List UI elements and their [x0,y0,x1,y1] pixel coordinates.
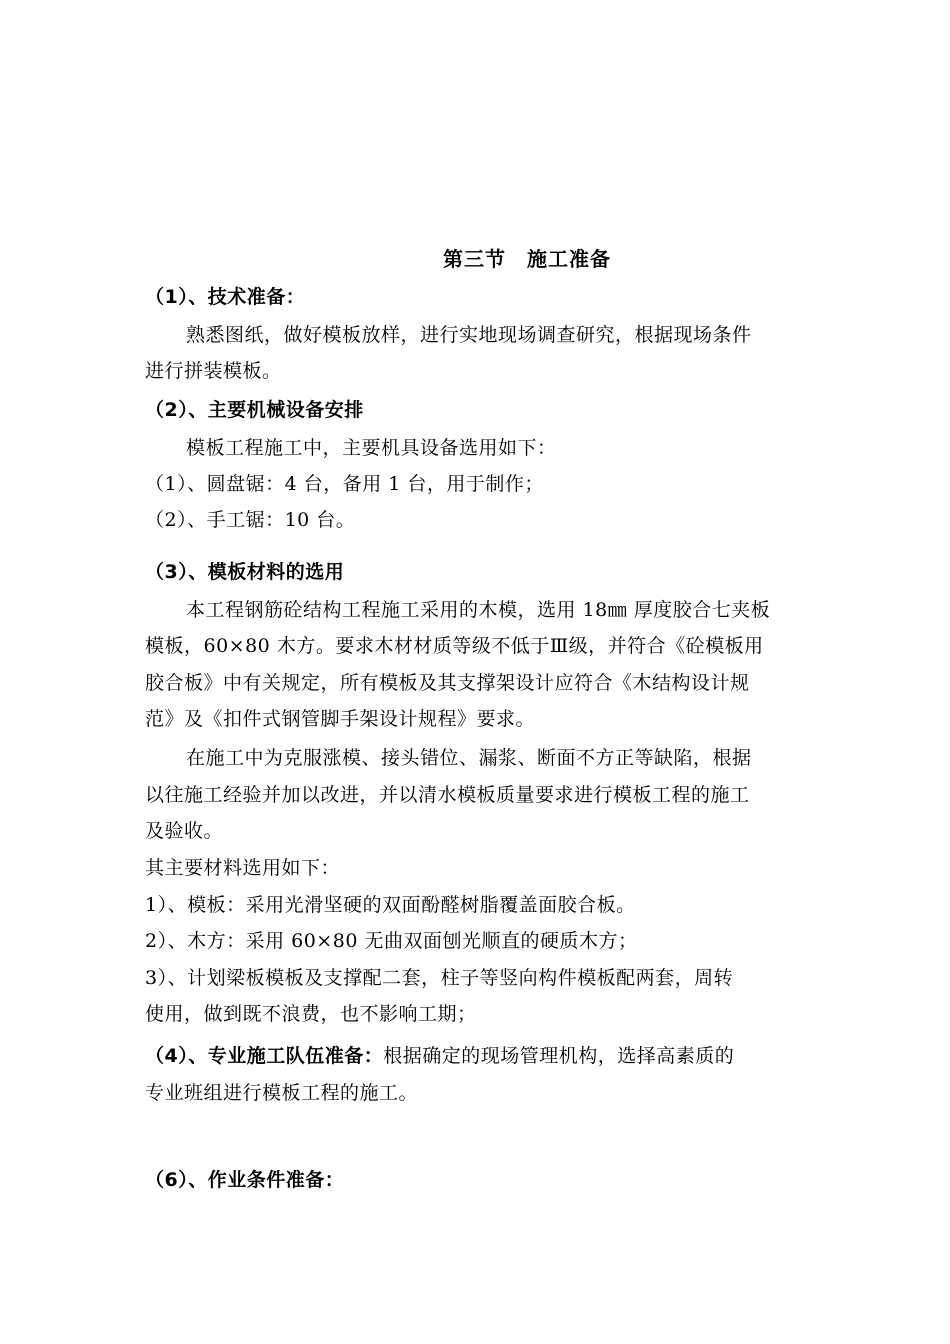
paragraph-line: 进行拼装模板。 [145,360,282,382]
paragraph-line: 本工程钢筋砼结构工程施工采用的木模，选用 18㎜ 厚度胶合七夹板 [186,599,771,621]
paragraph-line: 模板，60×80 木方。要求木材材质等级不低于Ⅲ级，并符合《砼模板用 [145,635,764,657]
paragraph-line: 其主要材料选用如下： [145,857,341,879]
paragraph-line: 模板工程施工中，主要机具设备选用如下： [186,437,557,459]
paragraph-line: 胶合板》中有关规定，所有模板及其支撑架设计应符合《木结构设计规 [145,672,750,694]
heading-team-prep: （4）、专业施工队伍准备： [145,1045,384,1067]
list-item: 2）、木方：采用 60×80 无曲双面刨光顺直的硬质木方； [145,930,638,952]
paragraph-text: 根据确定的现场管理机构，选择高素质的 [383,1045,735,1067]
paragraph-line: 专业班组进行模板工程的施工。 [145,1082,419,1104]
heading-work-conditions: （6）、作业条件准备： [145,1169,345,1191]
list-item: 1）、模板：采用光滑坚硬的双面酚醛树脂覆盖面胶合板。 [145,894,636,916]
paragraph-line: 范》及《扣件式钢管脚手架设计规程》要求。 [145,708,536,730]
list-item: （1）、圆盘锯：4 台，备用 1 台，用于制作； [145,473,544,495]
section-title: 第三节 施工准备 [443,247,611,271]
list-item: （2）、手工锯：10 台。 [145,509,356,531]
paragraph-line: 在施工中为克服涨模、接头错位、漏浆、断面不方正等缺陷，根据 [186,747,752,769]
list-item: 使用，做到既不浪费，也不影响工期； [145,1003,477,1025]
paragraph-line: 以往施工经验并加以改进，并以清水模板质量要求进行模板工程的施工 [145,784,750,806]
heading-materials: （3）、模板材料的选用 [145,561,345,583]
heading-equipment: （2）、主要机械设备安排 [145,399,364,421]
paragraph-line: 熟悉图纸，做好模板放样，进行实地现场调查研究，根据现场条件 [186,324,752,346]
paragraph-line: 及验收。 [145,820,224,842]
paragraph-team-prep [145,1043,734,1069]
list-item: 3）、计划梁板模板及支撑配二套，柱子等竖向构件模板配两套，周转 [145,967,734,989]
heading-technical-prep: （1）、技术准备： [145,286,306,308]
